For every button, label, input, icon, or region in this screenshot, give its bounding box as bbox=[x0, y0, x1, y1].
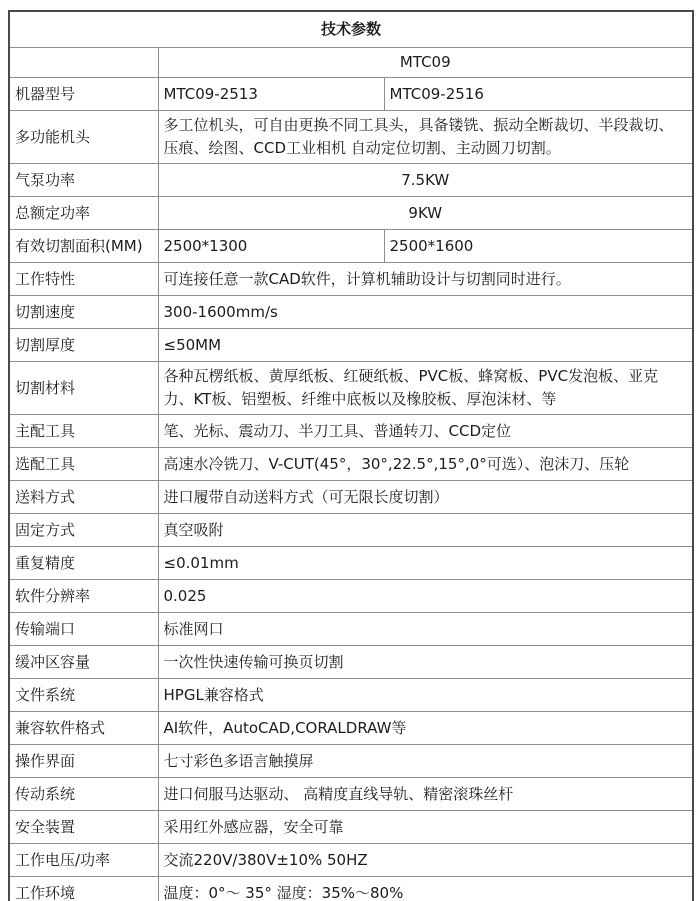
spec-label-cell: 兼容软件格式 bbox=[9, 712, 158, 745]
spec-value-cell: HPGL兼容格式 bbox=[158, 679, 693, 712]
spec-label-cell: 切割材料 bbox=[9, 362, 158, 415]
spec-value-cell: 真空吸附 bbox=[158, 514, 693, 547]
spec-label-cell: 切割速度 bbox=[9, 296, 158, 329]
table-row bbox=[9, 778, 693, 811]
table-row bbox=[9, 547, 693, 580]
spec-label-cell: 操作界面 bbox=[9, 745, 158, 778]
table-row bbox=[9, 745, 693, 778]
spec-label-cell: 工作特性 bbox=[9, 263, 158, 296]
table-row bbox=[9, 164, 693, 197]
spec-label-cell: 重复精度 bbox=[9, 547, 158, 580]
spec-value-cell: 笔、光标、震动刀、半刀工具、普通转刀、CCD定位 bbox=[158, 415, 693, 448]
spec-value-cell: 七寸彩色多语言触摸屏 bbox=[158, 745, 693, 778]
spec-label-cell: 主配工具 bbox=[9, 415, 158, 448]
spec-value-cell: 9KW bbox=[158, 197, 693, 230]
spec-label-cell: 有效切割面积(MM) bbox=[9, 230, 158, 263]
spec-label-cell: 总额定功率 bbox=[9, 197, 158, 230]
series-name-cell: MTC09 bbox=[158, 48, 693, 78]
spec-value-cell: 7.5KW bbox=[158, 164, 693, 197]
spec-label-cell: 传输端口 bbox=[9, 613, 158, 646]
empty-cell bbox=[9, 48, 158, 78]
spec-label-cell: 缓冲区容量 bbox=[9, 646, 158, 679]
table-row bbox=[9, 580, 693, 613]
table-row bbox=[9, 877, 693, 901]
table-row bbox=[9, 230, 693, 263]
spec-value-cell: 高速水冷铣刀、V-CUT(45°，30°,22.5°,15°,0°可选）、泡沫刀、压轮 bbox=[158, 448, 693, 481]
spec-value-cell: 多工位机头，可自由更换不同工具头，具备镂铣、振动全断裁切、半段裁切、压痕、绘图、CCD工业相机 自动定位切割、主动圆刀切割。 bbox=[158, 111, 693, 164]
table-row bbox=[9, 613, 693, 646]
table-row bbox=[9, 679, 693, 712]
spec-label-cell: 选配工具 bbox=[9, 448, 158, 481]
spec-value-cell: 进口履带自动送料方式（可无限长度切割） bbox=[158, 481, 693, 514]
spec-value-cell: 采用红外感应器，安全可靠 bbox=[158, 811, 693, 844]
table-row bbox=[9, 296, 693, 329]
table-row bbox=[9, 362, 693, 415]
spec-value-cell: 2500*1600 bbox=[384, 230, 693, 263]
table-row bbox=[9, 712, 693, 745]
spec-value-cell: ≤0.01mm bbox=[158, 547, 693, 580]
spec-value-cell: 2500*1300 bbox=[158, 230, 384, 263]
spec-label-cell: 工作环境 bbox=[9, 877, 158, 901]
table-row bbox=[9, 481, 693, 514]
spec-label-cell: 传动系统 bbox=[9, 778, 158, 811]
table-row bbox=[9, 197, 693, 230]
spec-label-cell: 气泵功率 bbox=[9, 164, 158, 197]
table-row bbox=[9, 646, 693, 679]
spec-label-cell: 送料方式 bbox=[9, 481, 158, 514]
table-row bbox=[9, 415, 693, 448]
spec-value-cell: 一次性快速传输可换页切割 bbox=[158, 646, 693, 679]
spec-label-cell: 固定方式 bbox=[9, 514, 158, 547]
table-row bbox=[9, 48, 693, 78]
spec-value-cell: 可连接任意一款CAD软件，计算机辅助设计与切割同时进行。 bbox=[158, 263, 693, 296]
spec-label-cell: 软件分辨率 bbox=[9, 580, 158, 613]
spec-value-cell: 0.025 bbox=[158, 580, 693, 613]
spec-label-cell: 安全装置 bbox=[9, 811, 158, 844]
table-row bbox=[9, 111, 693, 164]
spec-value-cell: 300-1600mm/s bbox=[158, 296, 693, 329]
spec-value-cell: MTC09-2516 bbox=[384, 78, 693, 111]
spec-value-cell: ≤50MM bbox=[158, 329, 693, 362]
spec-value-cell: 温度：0°～ 35° 湿度：35%～80% bbox=[158, 877, 693, 901]
spec-value-cell: AI软件，AutoCAD,CORALDRAW等 bbox=[158, 712, 693, 745]
spec-table bbox=[8, 10, 694, 901]
table-row bbox=[9, 448, 693, 481]
spec-value-cell: 交流220V/380V±10% 50HZ bbox=[158, 844, 693, 877]
table-row bbox=[9, 78, 693, 111]
table-row bbox=[9, 329, 693, 362]
table-row bbox=[9, 811, 693, 844]
spec-value-cell: 各种瓦楞纸板、黄厚纸板、红硬纸板、PVC板、蜂窝板、PVC发泡板、亚克力、KT板、铝塑板、纤维中底板以及橡胶板、厚泡沫材、等 bbox=[158, 362, 693, 415]
spec-label-cell: 工作电压/功率 bbox=[9, 844, 158, 877]
spec-label-cell: 文件系统 bbox=[9, 679, 158, 712]
table-title: 技术参数 bbox=[9, 11, 693, 48]
table-row bbox=[9, 514, 693, 547]
spec-label-cell: 切割厚度 bbox=[9, 329, 158, 362]
spec-value-cell: MTC09-2513 bbox=[158, 78, 384, 111]
spec-value-cell: 进口伺服马达驱动、 高精度直线导轨、精密滚珠丝杆 bbox=[158, 778, 693, 811]
table-row bbox=[9, 844, 693, 877]
table-row bbox=[9, 263, 693, 296]
table-title-row bbox=[9, 11, 693, 48]
spec-label-cell: 机器型号 bbox=[9, 78, 158, 111]
spec-label-cell: 多功能机头 bbox=[9, 111, 158, 164]
spec-value-cell: 标准网口 bbox=[158, 613, 693, 646]
